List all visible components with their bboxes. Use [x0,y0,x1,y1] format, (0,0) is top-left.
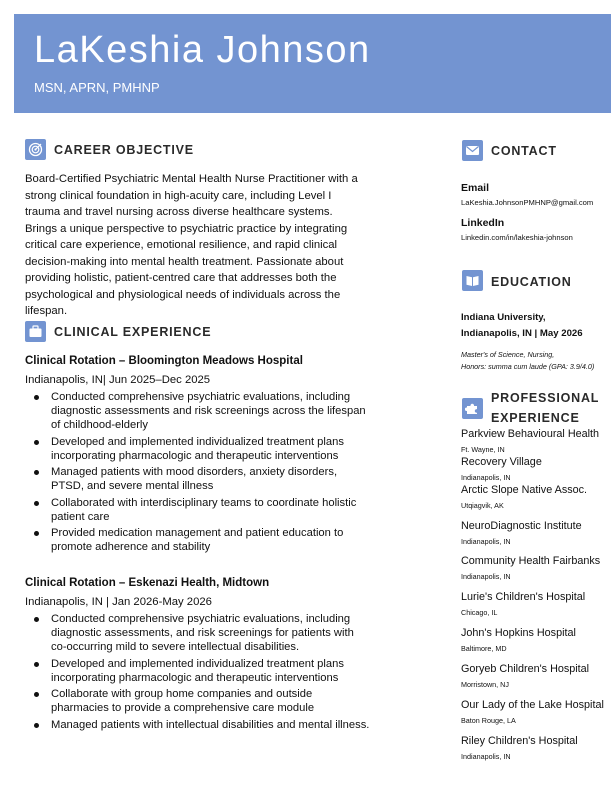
list-item: Provided medication management and patient education to promote adherence and stability [25,526,370,554]
list-item: Developed and implemented individualized treatment plans incorporating pharmacologic and therapeutic interventions [25,435,370,463]
job-title: Clinical Rotation – Eskenazi Health, Midtown [25,577,270,589]
list-item: Managed patients with mood disorders, anxiety disorders, PTSD, and severe mental illness [25,465,370,493]
employer-location: Baton Rouge, LA [461,716,516,725]
employer-name: John's Hopkins Hospital [461,627,576,639]
degree: Master's of Science, Nursing, [461,350,555,359]
job-title: Clinical Rotation – Bloomington Meadows Hospital [25,355,303,367]
list-item: Managed patients with intellectual disabilities and mental illness. [25,718,370,732]
list-item: Collaborated with interdisciplinary teams to coordinate holistic patient care [25,496,370,524]
puzzle-icon [462,398,483,419]
clinical-job [25,353,370,557]
employer-location: Baltimore, MD [461,644,507,653]
list-item: Developed and implemented individualized treatment plans incorporating pharmacologic and therapeutic interventions [25,657,370,685]
employer-location: Chicago, IL [461,608,498,617]
candidate-name: LaKeshia Johnson [34,29,371,71]
employer-location: Indianapolis, IN [461,752,511,761]
list-item: Conducted comprehensive psychiatric evaluations, including diagnostic assessments and risk screenings across the lifespan of childhood-elderly [25,390,370,432]
list-item: Conducted comprehensive psychiatric evaluations, including diagnostic assessments, and risk screenings for patients with co-occurring mild to severe intellectual disabilities. [25,612,370,654]
book-icon [462,270,483,291]
list-item: Collaborate with group home companies and outside pharmacies to provide a comprehensive care module [25,687,370,715]
clinical-job [25,575,370,734]
briefcase-icon [25,321,46,342]
employer-name: Arctic Slope Native Assoc. [461,484,588,496]
career-objective-text: Board-Certified Psychiatric Mental Health Nurse Practitioner with a strong clinical foundation in high-acuity care, including Level I trauma and travel nursing across diverse healthcare systems. Brings a unique perspective to psychiatric practice by integrating critical care experience, emotional resilience, and rapid clinical decision-making into mental health treatment. Passionate about providing holistic, patient-centred care that addresses both the psychological and physiological needs of individuals across the lifespan. [25,173,358,317]
professional-experience-heading: PROFESSIONAL EXPERIENCE [491,391,600,425]
job-bullets [25,612,370,732]
employer-name: Lurie's Children's Hospital [461,591,586,603]
employer-location: Indianapolis, IN [461,537,511,546]
school-location-date: Indianapolis, IN | May 2026 [461,328,583,339]
career-objective-heading: CAREER OBJECTIVE [54,143,194,157]
clinical-experience-heading: CLINICAL EXPERIENCE [54,325,212,339]
candidate-credentials: MSN, APRN, PMHNP [34,80,160,95]
email-label: Email [461,182,490,194]
employer-name: Riley Children's Hospital [461,735,578,747]
employer-name: Community Health Fairbanks [461,555,601,567]
employer-name: Parkview Behavioural Health [461,428,600,440]
employer-name: Recovery Village [461,456,542,468]
job-location-dates: Indianapolis, IN| Jun 2025–Dec 2025 [25,374,211,386]
header-banner [14,14,611,113]
linkedin-link[interactable]: Linkedin.com/in/lakeshia-johnson [461,233,573,242]
employer-location: Utqiagvik, AK [461,501,504,510]
employer-name: Our Lady of the Lake Hospital [461,699,604,711]
employer-name: Goryeb Children's Hospital [461,663,590,675]
honors: Honors: summa cum laude (GPA: 3.9/4.0) [461,362,595,371]
job-bullets [25,390,370,554]
mail-icon [462,140,483,161]
contact-heading: CONTACT [491,144,557,158]
employer-name: NeuroDiagnostic Institute [461,520,582,532]
employer-location: Indianapolis, IN [461,572,511,581]
email-link[interactable]: LaKeshia.JohnsonPMHNP@gmail.com [461,198,594,207]
employer-location: Ft. Wayne, IN [461,445,505,454]
employer-location: Morristown, NJ [461,680,509,689]
linkedin-label: LinkedIn [461,217,505,229]
job-location-dates: Indianapolis, IN | Jan 2026-May 2026 [25,596,212,608]
education-heading: EDUCATION [491,275,572,289]
target-icon [25,139,46,160]
school-name: Indiana University, [461,312,546,323]
employer-location: Indianapolis, IN [461,473,511,482]
